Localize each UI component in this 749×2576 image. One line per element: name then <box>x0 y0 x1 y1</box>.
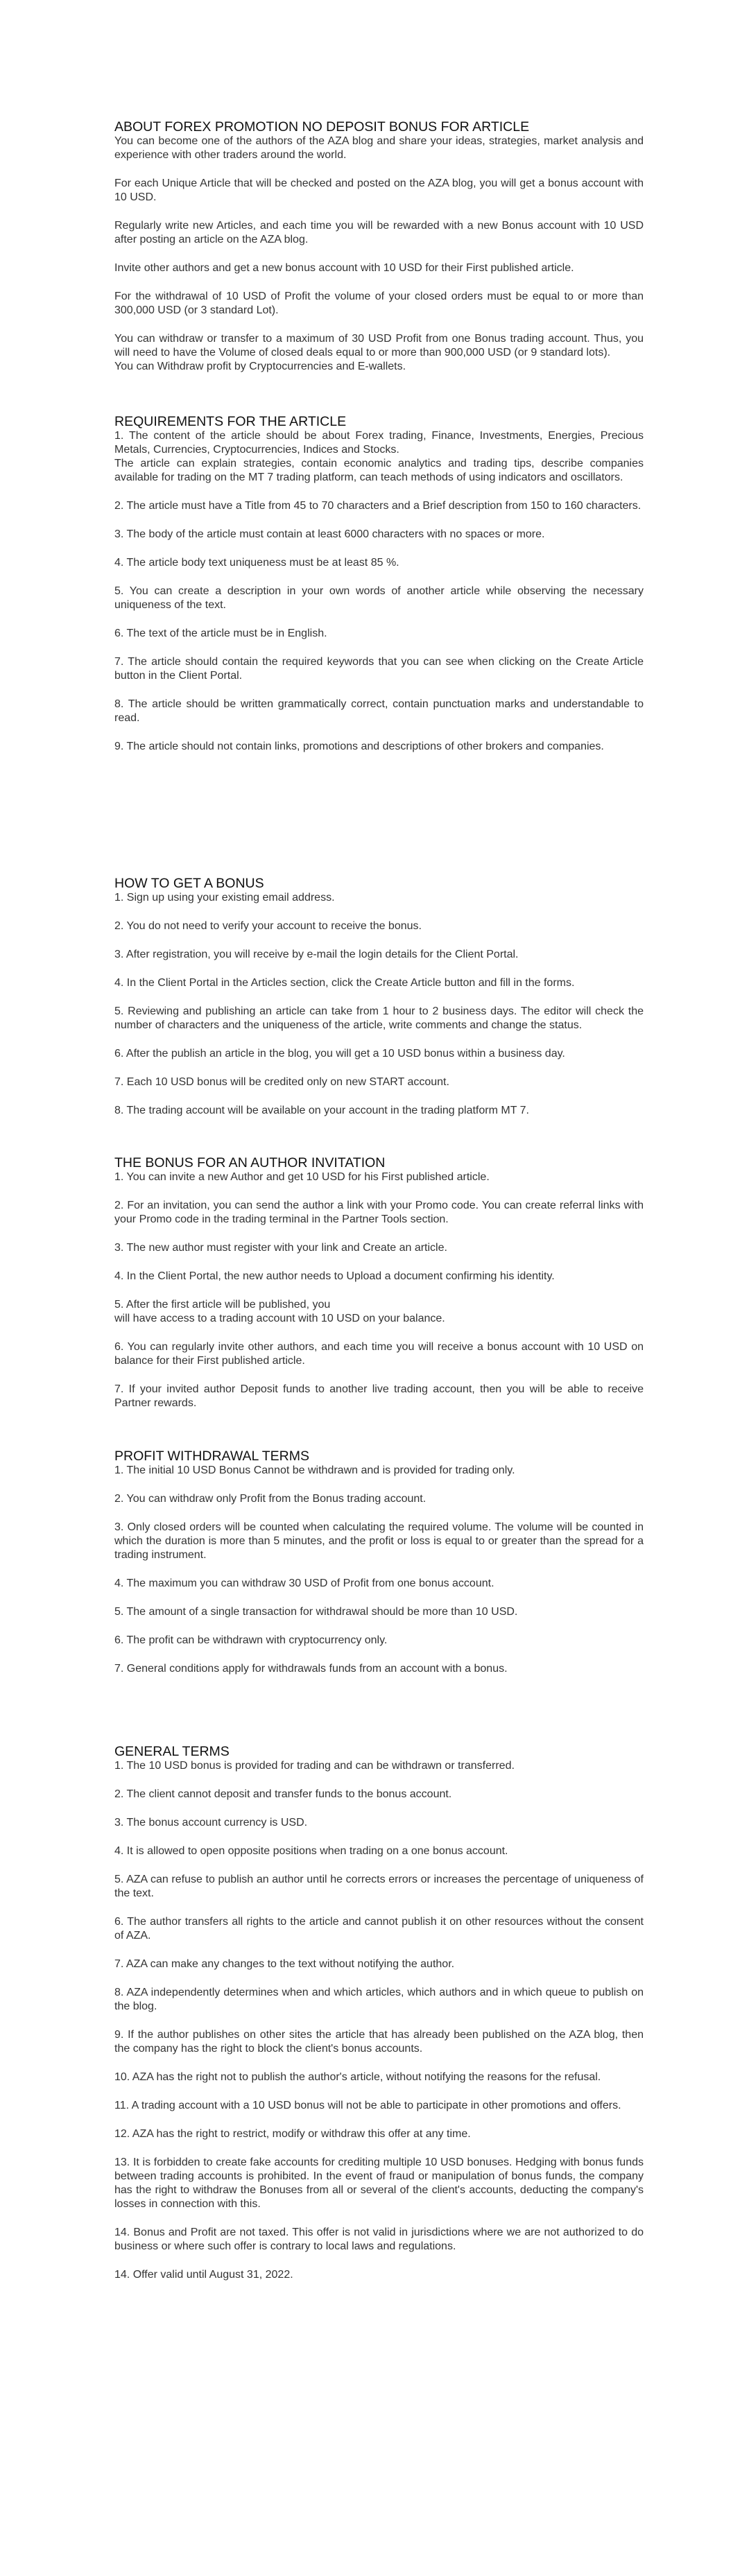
general-item: 4. It is allowed to open opposite positions when trading on a one bonus account. <box>114 1845 508 1857</box>
invitation-item: 4. In the Client Portal, the new author needs to Upload a document confirming his identity. <box>114 1270 555 1282</box>
withdrawal-item: 7. General conditions apply for withdrawals funds from an account with a bonus. <box>114 1663 508 1675</box>
general-item: 1. The 10 USD bonus is provided for trading and can be withdrawn or transferred. <box>114 1760 515 1772</box>
general-item: 13. It is forbidden to create fake accounts for crediting multiple 10 USD bonuses. Hedging with bonus funds between trading accounts is prohibited. In the event of fraud or manipulation of bonus funds, the company has the right to withdraw the Bonuses from all or several of the client's accounts, deducting the company's losses in connection with this. <box>114 2156 644 2210</box>
withdrawal-item: 2. You can withdraw only Profit from the Bonus trading account. <box>114 1493 427 1505</box>
how-to-title: HOW TO GET A BONUS <box>114 876 264 891</box>
general-item: 5. AZA can refuse to publish an author until he corrects errors or increases the percentage of uniqueness of the text. <box>114 1874 644 1899</box>
how-to-item: 1. Sign up using your existing email address. <box>114 892 335 904</box>
promotion-terms-content <box>114 119 644 2282</box>
how-to-section <box>114 876 644 1118</box>
about-paragraph: You can withdraw or transfer to a maximum of 30 USD Profit from one Bonus trading account. Thus, you will need to have the Volume of closed deals equal to or more than 900,000 USD (or 9 standard lots). <box>114 333 644 358</box>
invitation-title: THE BONUS FOR AN AUTHOR INVITATION <box>114 1155 386 1170</box>
how-to-item: 2. You do not need to verify your account to receive the bonus. <box>114 920 422 932</box>
withdrawal-section <box>114 1449 644 1676</box>
general-item: 11. A trading account with a 10 USD bonus will not be able to participate in other promotions and offers. <box>114 2100 621 2111</box>
about-paragraph: Regularly write new Articles, and each time you will be rewarded with a new Bonus account with 10 USD after posting an article on the AZA blog. <box>114 220 644 245</box>
about-paragraph: Invite other authors and get a new bonus account with 10 USD for their First published article. <box>114 262 574 274</box>
requirements-title: REQUIREMENTS FOR THE ARTICLE <box>114 414 347 429</box>
invitation-item: 2. For an invitation, you can send the author a link with your Promo code. You can create referral links with your Promo code in the trading terminal in the Partner Tools section. <box>114 1200 644 1225</box>
requirements-item: 7. The article should contain the required keywords that you can see when clicking on the Create Article button in the Client Portal. <box>114 656 644 682</box>
requirements-item: 8. The article should be written grammatically correct, contain punctuation marks and understandable to read. <box>114 698 644 724</box>
about-paragraph: You can become one of the authors of the AZA blog and share your ideas, strategies, market analysis and experience with other traders around the world. <box>114 135 644 161</box>
about-title: ABOUT FOREX PROMOTION NO DEPOSIT BONUS FOR ARTICLE <box>114 119 530 135</box>
general-item: 6. The author transfers all rights to the article and cannot publish it on other resources without the consent of AZA. <box>114 1916 644 1942</box>
general-item: 7. AZA can make any changes to the text without notifying the author. <box>114 1958 455 1970</box>
withdrawal-item: 3. Only closed orders will be counted when calculating the required volume. The volume will be counted in which the duration is more than 5 minutes, and the profit or loss is equal to or greater than the spread for a trading instrument. <box>114 1521 644 1561</box>
how-to-item: 3. After registration, you will receive by e-mail the login details for the Client Portal. <box>114 949 519 960</box>
invitation-item: 3. The new author must register with your link and Create an article. <box>114 1242 447 1254</box>
general-item: 3. The bonus account currency is USD. <box>114 1817 308 1829</box>
general-item: 8. AZA independently determines when and which articles, which authors and in which queue to publish on the blog. <box>114 1987 644 2012</box>
general-item: 14. Bonus and Profit are not taxed. This offer is not valid in jurisdictions where we are not authorized to do business or where such offer is contrary to local laws and regulations. <box>114 2227 644 2252</box>
withdrawal-item: 4. The maximum you can withdraw 30 USD of Profit from one bonus account. <box>114 1577 494 1589</box>
general-title: GENERAL TERMS <box>114 1744 230 1759</box>
how-to-item: 6. After the publish an article in the blog, you will get a 10 USD bonus within a business day. <box>114 1048 565 1060</box>
general-item: 10. AZA has the right not to publish the author's article, without notifying the reasons for the refusal. <box>114 2071 601 2083</box>
general-item: 2. The client cannot deposit and transfer funds to the bonus account. <box>114 1788 452 1800</box>
requirements-item: 6. The text of the article must be in English. <box>114 628 327 639</box>
invitation-item: 5. After the first article will be published, you <box>114 1299 331 1311</box>
invitation-item: 1. You can invite a new Author and get 10 USD for his First published article. <box>114 1171 490 1183</box>
requirements-item: 2. The article must have a Title from 45 to 70 characters and a Brief description from 150 to 160 characters. <box>114 500 642 512</box>
invitation-section <box>114 1155 644 1410</box>
requirements-item: 5. You can create a description in your own words of another article while observing the necessary uniqueness of the text. <box>114 585 644 611</box>
requirements-item: The article can explain strategies, contain economic analytics and trading tips, describe companies available for trading on the MT 7 trading platform, can teach methods of using indicators and oscillators. <box>114 458 644 483</box>
general-section <box>114 1744 644 2282</box>
withdrawal-item: 5. The amount of a single transaction for withdrawal should be more than 10 USD. <box>114 1606 518 1618</box>
withdrawal-title: PROFIT WITHDRAWAL TERMS <box>114 1449 309 1464</box>
general-item: 12. AZA has the right to restrict, modify or withdraw this offer at any time. <box>114 2128 471 2140</box>
about-section <box>114 119 644 374</box>
requirements-item: 4. The article body text uniqueness must be at least 85 %. <box>114 557 399 569</box>
about-paragraph: You can Withdraw profit by Cryptocurrencies and E-wallets. <box>114 361 406 372</box>
how-to-item: 8. The trading account will be available on your account in the trading platform MT 7. <box>114 1105 529 1116</box>
invitation-item: will have access to a trading account with 10 USD on your balance. <box>114 1313 445 1324</box>
how-to-item: 7. Each 10 USD bonus will be credited only on new START account. <box>114 1076 449 1088</box>
general-item: 14. Offer valid until August 31, 2022. <box>114 2269 293 2281</box>
about-paragraph: For the withdrawal of 10 USD of Profit the volume of your closed orders must be equal to or more than 300,000 USD (or 3 standard Lot). <box>114 291 644 316</box>
invitation-item: 6. You can regularly invite other authors, and each time you will receive a bonus account with 10 USD on balance for their First published article. <box>114 1341 644 1367</box>
requirements-item: 9. The article should not contain links, promotions and descriptions of other brokers and companies. <box>114 741 604 752</box>
withdrawal-item: 1. The initial 10 USD Bonus Cannot be withdrawn and is provided for trading only. <box>114 1464 515 1476</box>
requirements-item: 3. The body of the article must contain at least 6000 characters with no spaces or more. <box>114 528 545 540</box>
withdrawal-item: 6. The profit can be withdrawn with cryptocurrency only. <box>114 1634 388 1646</box>
requirements-item: 1. The content of the article should be about Forex trading, Finance, Investments, Energies, Precious Metals, Currencies, Cryptocurrencies, Indices and Stocks. <box>114 430 644 456</box>
how-to-item: 5. Reviewing and publishing an article can take from 1 hour to 2 business days. The editor will check the number of characters and the uniqueness of the article, write comments and change the status. <box>114 1005 644 1031</box>
general-item: 9. If the author publishes on other sites the article that has already been published on the AZA blog, then the company has the right to block the client's bonus accounts. <box>114 2029 644 2055</box>
how-to-item: 4. In the Client Portal in the Articles section, click the Create Article button and fill in the forms. <box>114 977 575 989</box>
invitation-item: 7. If your invited author Deposit funds to another live trading account, then you will be able to receive Partner rewards. <box>114 1383 644 1409</box>
about-paragraph: For each Unique Article that will be checked and posted on the AZA blog, you will get a bonus account with 10 USD. <box>114 178 644 203</box>
requirements-section <box>114 414 644 754</box>
